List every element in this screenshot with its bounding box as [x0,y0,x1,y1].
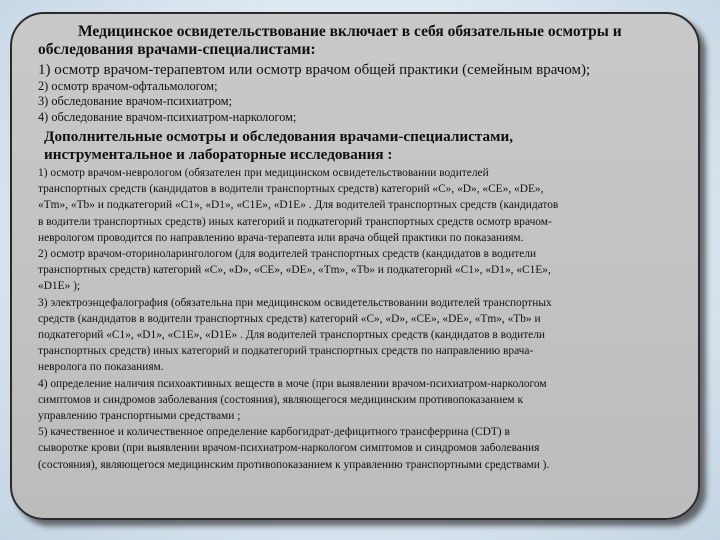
additional-line: средств (кандидатов в водители транспортных средств) категорий «C», «D», «CE», «DE», «Tm», «Tb» и [38,312,541,325]
additional-heading [38,128,680,164]
additional-line: 5) качественное и количественное определение карбогидрат-дефицитного трансферрина (CDT) в [38,426,510,439]
mandatory-item-4: 4) обследование врачом-психиатром-наркологом; [38,109,297,124]
additional-line: «Tm», «Tb» и подкатегорий «C1», «D1», «C1E», «D1E» . Для водителей транспортных средств (кандидатов [38,199,559,212]
content-panel [10,12,700,520]
additional-line: (состояния), являющегося медицинским противопоказанием к управлению транспортными средствами ). [38,458,550,471]
additional-line: транспортных средств) категорий «C», «D», «CE», «DE», «Tm», «Tb» и подкатегорий «C1», «D1», «C1E», [38,264,551,277]
main-heading [38,23,680,59]
additional-line: 3) электроэнцефалография (обязательна при медицинском освидетельствовании водителей транспортных [38,296,552,309]
mandatory-item-3: 3) обследование врачом-психиатром; [38,94,232,109]
additional-line: 2) осмотр врачом-оториноларингологом (для водителей транспортных средств (кандидатов в водители [38,247,537,260]
additional-line: неврологом проводится по направлению врача-терапевта или врача общей практики по показаниям. [38,231,524,244]
additional-heading-line-2: инструментальное и лабораторные исследования : [44,145,393,163]
additional-line: транспортных средств) иных категорий и подкатегорий транспортных средств по направлению врача- [38,345,534,358]
additional-line: «D1E» ); [38,280,81,293]
mandatory-item-1: 1) осмотр врачом-терапевтом или осмотр врачом общей практики (семейным врачом); [38,62,591,78]
additional-line: транспортных средств (кандидатов в водители транспортных средств) категорий «C», «D», «CE», «DE», [38,183,544,196]
additional-line: симптомов и синдромов заболевания (состояния), являющегося медицинским противопоказанием к [38,393,524,406]
main-heading-line-1 [38,23,680,41]
additional-list [38,165,680,473]
additional-line: невролога по показаниям. [38,361,164,374]
mandatory-item-2: 2) осмотр врачом-офтальмологом; [38,79,218,93]
additional-line: управлению транспортными средствами ; [38,409,241,422]
additional-line: сыворотке крови (при выявлении врачом-психиатром-наркологом симптомов и синдромов заболевания [38,442,540,455]
main-heading-line-1-text: Медицинское освидетельствование включает в себя обязательные осмотры и [78,23,622,40]
additional-line: в водители транспортных средств) иных категорий и подкатегорий транспортных средств осмотр врачом- [38,215,552,228]
additional-line: подкатегорий «C1», «D1», «C1E», «D1E» . Для водителей транспортных средств (кандидатов в водители [38,328,546,341]
additional-heading-line-1: Дополнительные осмотры и обследования врачами-специалистами, [44,127,514,145]
additional-line: 4) определение наличия психоактивных веществ в моче (при выявлении врачом-психиатром-наркологом [38,377,547,390]
additional-line: 1) осмотр врачом-неврологом (обязателен при медицинском освидетельствовании водителей [38,166,489,179]
main-heading-line-2: обследования врачами-специалистами: [38,41,316,58]
